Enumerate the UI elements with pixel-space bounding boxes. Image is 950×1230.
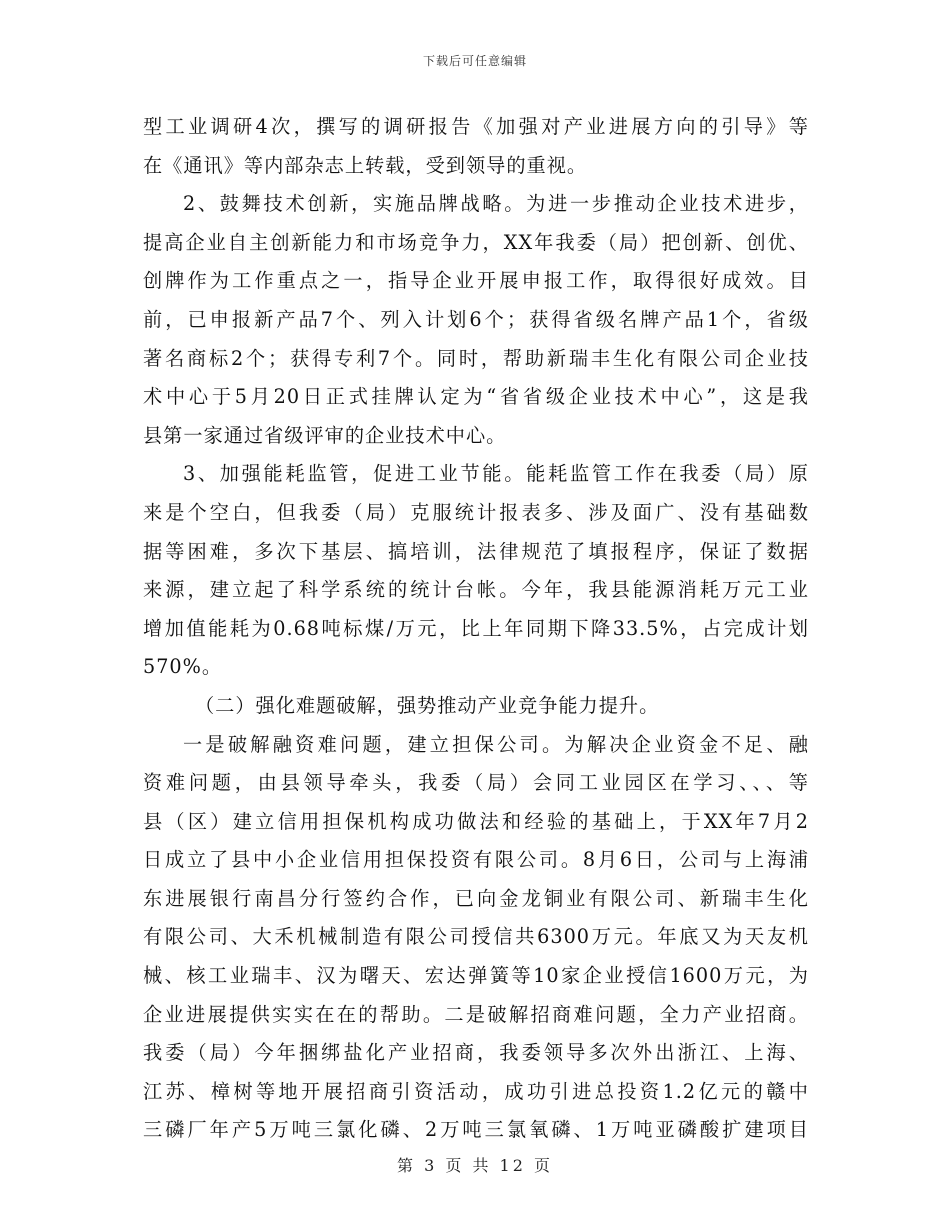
text-line: 有限公司、大禾机械制造有限公司授信共6300万元。年底又为天友机 bbox=[143, 925, 809, 949]
text-line: 日成立了县中小企业信用担保投资有限公司。8月6日，公司与上海浦 bbox=[143, 848, 809, 872]
text-line: 据等困难，多次下基层、搞培训，法律规范了填报程序，保证了数据 bbox=[143, 539, 809, 563]
text-line: 提高企业自主创新能力和市场竞争力，XX年我委（局）把创新、创优、 bbox=[143, 230, 809, 254]
text-line: 型工业调研4次，撰写的调研报告《加强对产业进展方向的引导》等 bbox=[143, 115, 809, 138]
text-line: 创牌作为工作重点之一，指导企业开展申报工作，取得很好成效。目 bbox=[143, 269, 809, 293]
document-body bbox=[143, 108, 809, 1150]
text-line: 江苏、樟树等地开展招商引资活动，成功引进总投资1.2亿元的赣中 bbox=[143, 1079, 809, 1103]
text-line: 县第一家通过省级评审的企业技术中心。 bbox=[143, 423, 507, 447]
text-line: 3、加强能耗监管，促进工业节能。能耗监管工作在我委（局）原 bbox=[183, 462, 809, 486]
text-line: 东进展银行南昌分行签约合作，已向金龙铜业有限公司、新瑞丰生化 bbox=[143, 886, 809, 910]
page-number-footer: 第 3 页 共 12 页 bbox=[397, 1156, 553, 1175]
text-line: 资难问题，由县领导牵头，我委（局）会同工业园区在学习、、、等 bbox=[143, 771, 809, 795]
text-line: 企业进展提供实实在在的帮助。二是破解招商难问题，全力产业招商。 bbox=[143, 1002, 809, 1026]
text-line: 在《通讯》等内部杂志上转载，受到领导的重视。 bbox=[143, 153, 588, 177]
text-line: 县（区）建立信用担保机构成功做法和经验的基础上，于XX年7月2 bbox=[143, 809, 809, 833]
section-heading: （二）强化难题破解，强势推动产业竞争能力提升。 bbox=[195, 693, 660, 717]
text-line: 三磷厂年产5万吨三氯化磷、2万吨三氯氧磷、1万吨亚磷酸扩建项目 bbox=[143, 1118, 809, 1142]
text-line: 570%。 bbox=[143, 655, 223, 679]
text-line: 前，已申报新产品7个、列入计划6个；获得省级名牌产品1个，省级 bbox=[143, 307, 809, 331]
text-line: 增加值能耗为0.68吨标煤/万元，比上年同期下降33.5%，占完成计划 bbox=[143, 616, 809, 640]
text-line: 械、核工业瑞丰、汉为曙天、宏达弹簧等10家企业授信1600万元，为 bbox=[143, 964, 809, 988]
text-line: 2、鼓舞技术创新，实施品牌战略。为进一步推动企业技术进步， bbox=[183, 192, 809, 216]
text-line: 我委（局）今年捆绑盐化产业招商，我委领导多次外出浙江、上海、 bbox=[143, 1041, 809, 1065]
page-header-note: 下载后可任意编辑 bbox=[422, 54, 527, 68]
text-line: 来是个空白，但我委（局）克服统计报表多、涉及面广、没有基础数 bbox=[143, 500, 809, 524]
text-line: 著名商标2个；获得专利7个。同时，帮助新瑞丰生化有限公司企业技 bbox=[143, 346, 809, 370]
text-line: 术中心于5月20日正式挂牌认定为“省省级企业技术中心”，这是我 bbox=[143, 385, 809, 409]
text-line: 来源，建立起了科学系统的统计台帐。今年，我县能源消耗万元工业 bbox=[143, 578, 809, 602]
text-line: 一是破解融资难问题，建立担保公司。为解决企业资金不足、融 bbox=[183, 732, 809, 756]
